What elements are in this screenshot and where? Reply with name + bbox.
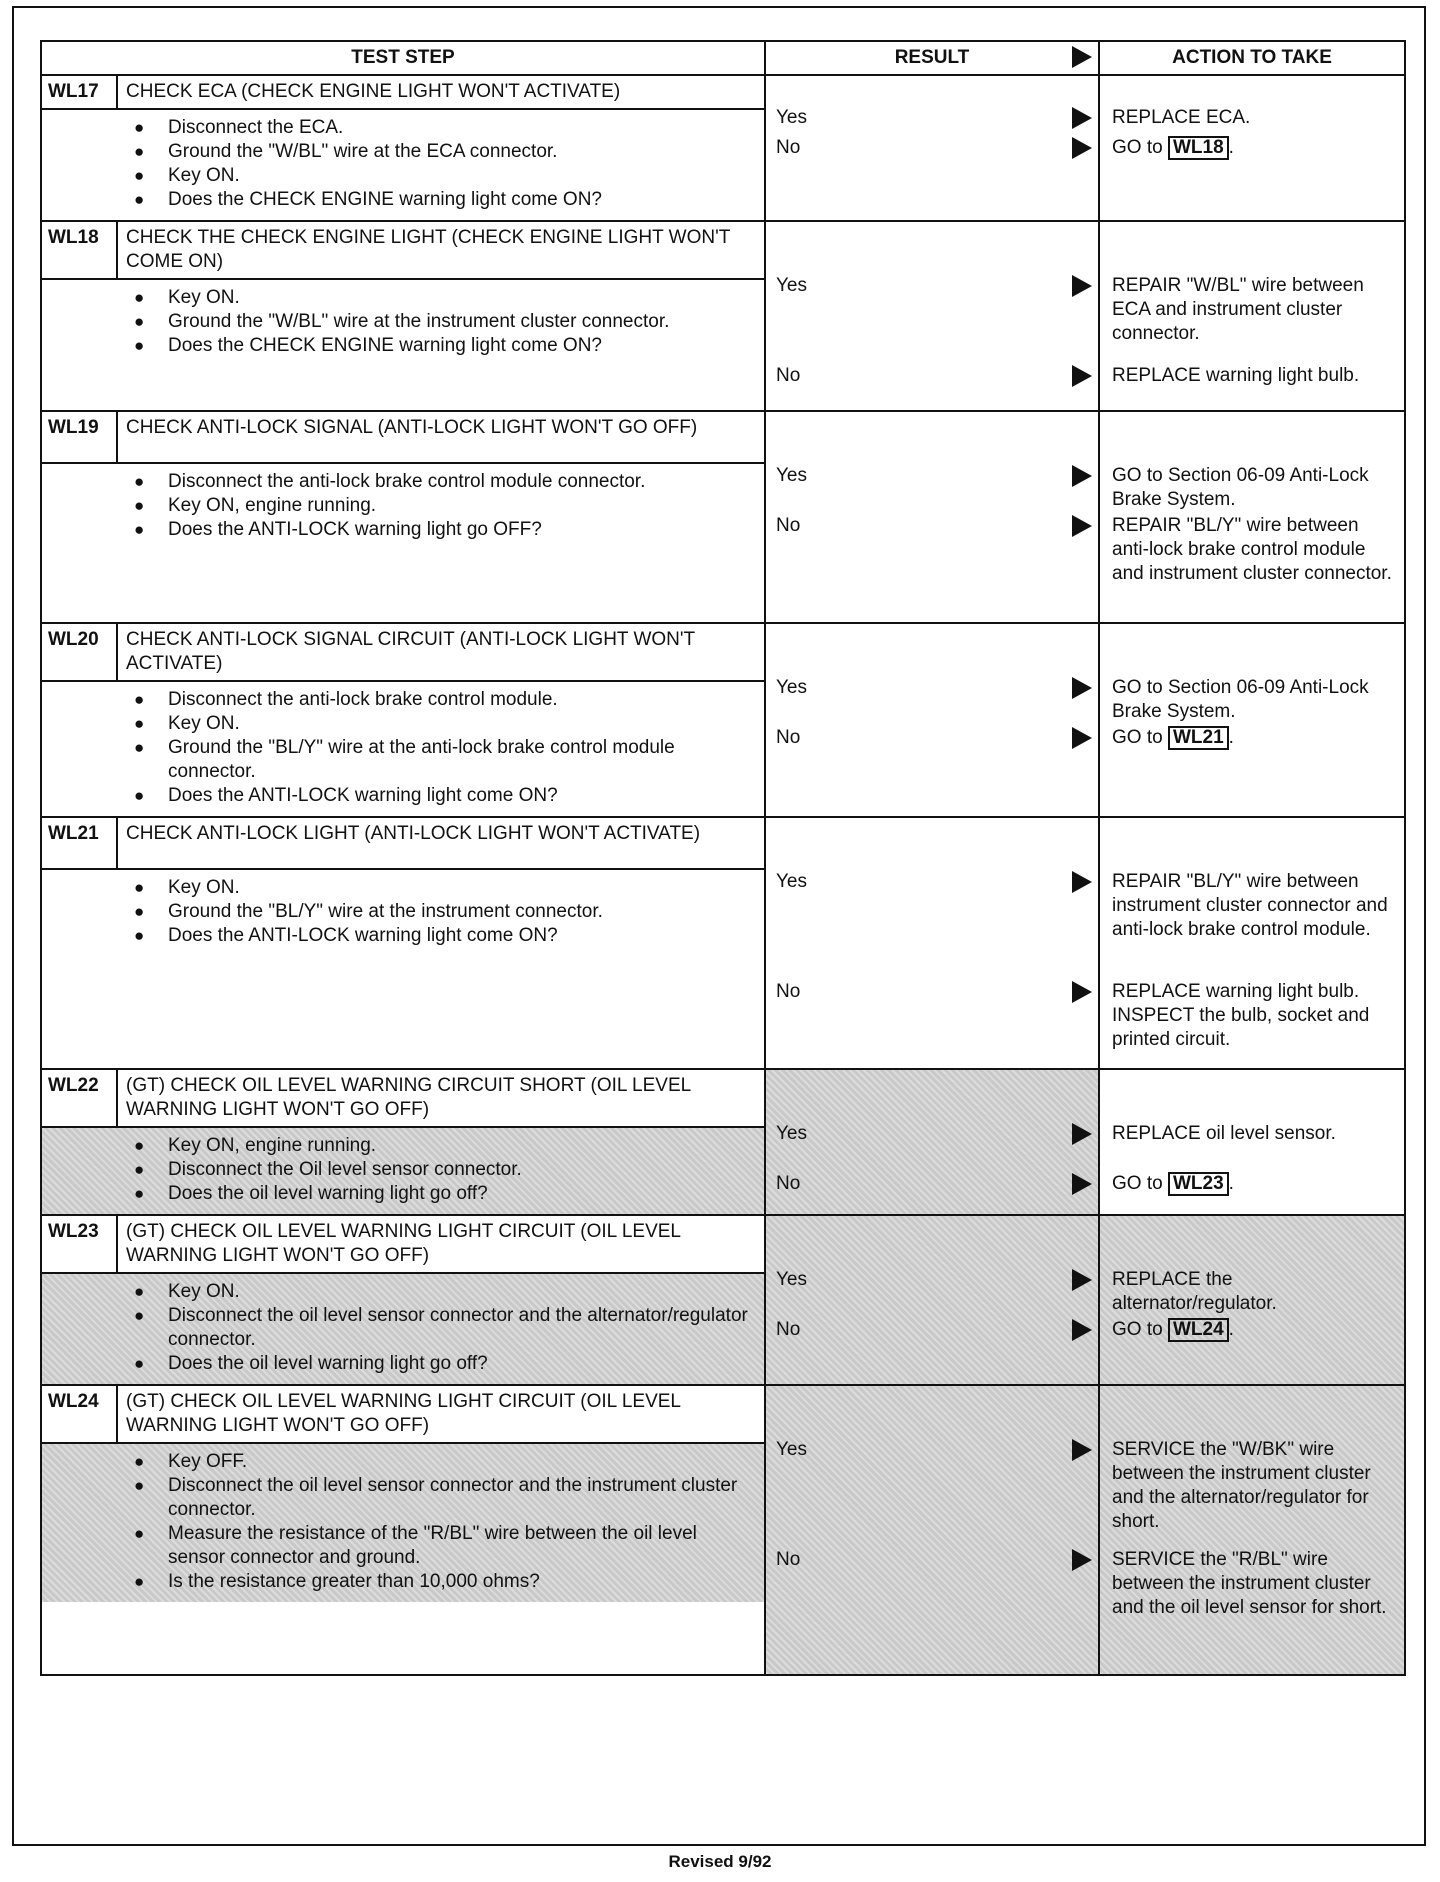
no-action-suffix: . bbox=[1228, 137, 1234, 158]
result-cell bbox=[765, 1215, 1099, 1385]
step-heading bbox=[42, 1070, 764, 1128]
result-cell bbox=[765, 817, 1099, 1069]
instruction-item: ● Ground the "BL/Y" wire at the anti-lock brake control module connector. bbox=[134, 736, 754, 784]
instruction-item: ● Ground the "W/BL" wire at the instrument cluster connector. bbox=[134, 310, 754, 334]
instruction-item: ● Ground the "BL/Y" wire at the instrument connector. bbox=[134, 900, 754, 924]
no-result-label: No bbox=[776, 515, 801, 536]
no-result-label: No bbox=[776, 365, 801, 386]
instruction-item: ● Does the ANTI-LOCK warning light come ON? bbox=[134, 784, 754, 808]
result-cell bbox=[765, 1385, 1099, 1675]
test-step-cell bbox=[41, 1215, 765, 1385]
instruction-item: ● Ground the "W/BL" wire at the ECA connector. bbox=[134, 140, 754, 164]
step-id: WL18 bbox=[42, 222, 118, 278]
yes-result bbox=[776, 464, 1098, 490]
no-action bbox=[1112, 1318, 1398, 1342]
yes-action: SERVICE the "W/BK" wire between the instrument cluster and the alternator/regulator for short. bbox=[1112, 1439, 1371, 1532]
yes-result bbox=[776, 1438, 1098, 1464]
instruction-item: ● Key ON. bbox=[134, 164, 754, 188]
yes-action: REPLACE oil level sensor. bbox=[1112, 1123, 1336, 1144]
no-result bbox=[776, 514, 1098, 540]
no-result bbox=[776, 980, 1098, 1006]
yes-result-label: Yes bbox=[776, 1123, 807, 1144]
step-title: CHECK ECA (CHECK ENGINE LIGHT WON'T ACTIVATE) bbox=[126, 81, 621, 102]
yes-result-label: Yes bbox=[776, 275, 807, 296]
result-cell bbox=[765, 1069, 1099, 1215]
no-result-label: No bbox=[776, 137, 801, 158]
step-title: (GT) CHECK OIL LEVEL WARNING LIGHT CIRCUIT (OIL LEVEL WARNING LIGHT WON'T GO OFF) bbox=[126, 1391, 681, 1436]
arrow-right-icon bbox=[1072, 275, 1092, 297]
test-step-row bbox=[41, 1215, 1405, 1385]
test-step-row bbox=[41, 75, 1405, 221]
arrow-right-icon bbox=[1072, 365, 1092, 387]
step-title: CHECK ANTI-LOCK LIGHT (ANTI-LOCK LIGHT WON'T ACTIVATE) bbox=[126, 823, 701, 844]
yes-result bbox=[776, 676, 1098, 702]
result-cell bbox=[765, 411, 1099, 623]
instruction-item: ● Does the oil level warning light go off? bbox=[134, 1352, 754, 1376]
yes-result-label: Yes bbox=[776, 1439, 807, 1460]
step-heading bbox=[42, 624, 764, 682]
test-step-cell bbox=[41, 75, 765, 221]
action-cell bbox=[1099, 817, 1405, 1069]
no-result-label: No bbox=[776, 981, 801, 1002]
test-step-cell bbox=[41, 411, 765, 623]
step-instructions bbox=[42, 682, 764, 816]
step-instructions bbox=[42, 464, 764, 550]
yes-action: REPLACE ECA. bbox=[1112, 107, 1251, 128]
yes-action: REPAIR "BL/Y" wire between instrument cluster connector and anti-lock brake control module. bbox=[1112, 871, 1388, 940]
step-id: WL17 bbox=[42, 76, 118, 108]
table-header-row bbox=[41, 41, 1405, 75]
instruction-item: ● Disconnect the anti-lock brake control module. bbox=[134, 688, 754, 712]
yes-action: REPAIR "W/BL" wire between ECA and instrument cluster connector. bbox=[1112, 275, 1364, 344]
step-instructions bbox=[42, 110, 764, 220]
step-heading bbox=[42, 412, 764, 464]
step-heading bbox=[42, 818, 764, 870]
instruction-item: ● Is the resistance greater than 10,000 ohms? bbox=[134, 1570, 754, 1594]
no-action-text: GO to bbox=[1112, 727, 1163, 748]
instruction-item: ● Key ON, engine running. bbox=[134, 494, 754, 518]
step-title: CHECK ANTI-LOCK SIGNAL CIRCUIT (ANTI-LOCK LIGHT WON'T ACTIVATE) bbox=[126, 629, 695, 674]
instruction-item: ● Key ON. bbox=[134, 712, 754, 736]
no-result-label: No bbox=[776, 1549, 801, 1570]
arrow-right-icon bbox=[1072, 677, 1092, 699]
step-reference-link[interactable]: WL24 bbox=[1168, 1318, 1229, 1342]
result-header bbox=[765, 41, 1099, 75]
arrow-right-icon bbox=[1072, 1173, 1092, 1195]
action-header: ACTION TO TAKE bbox=[1099, 41, 1405, 75]
arrow-right-icon bbox=[1072, 1319, 1092, 1341]
no-result bbox=[776, 136, 1098, 162]
yes-action: GO to Section 06-09 Anti-Lock Brake System. bbox=[1112, 677, 1369, 722]
action-cell bbox=[1099, 623, 1405, 817]
instruction-item: ● Disconnect the Oil level sensor connector. bbox=[134, 1158, 754, 1182]
no-result bbox=[776, 1548, 1098, 1574]
diagnostic-table bbox=[40, 40, 1406, 1676]
arrow-right-icon bbox=[1072, 1549, 1092, 1571]
test-step-row bbox=[41, 1069, 1405, 1215]
no-result-label: No bbox=[776, 727, 801, 748]
step-instructions bbox=[42, 1128, 764, 1214]
instruction-item: ● Key ON. bbox=[134, 286, 754, 310]
step-id: WL23 bbox=[42, 1216, 118, 1272]
yes-action: GO to Section 06-09 Anti-Lock Brake System. bbox=[1112, 465, 1369, 510]
no-action: REPAIR "BL/Y" wire between anti-lock brake control module and instrument cluster connector. bbox=[1112, 515, 1392, 584]
step-title: CHECK ANTI-LOCK SIGNAL (ANTI-LOCK LIGHT WON'T GO OFF) bbox=[126, 417, 698, 438]
instruction-item: ● Does the CHECK ENGINE warning light come ON? bbox=[134, 334, 754, 358]
step-reference-link[interactable]: WL18 bbox=[1168, 136, 1229, 160]
step-heading bbox=[42, 76, 764, 110]
test-step-row bbox=[41, 221, 1405, 411]
test-step-cell bbox=[41, 1385, 765, 1675]
no-result-label: No bbox=[776, 1319, 801, 1340]
no-result bbox=[776, 364, 1098, 390]
yes-result bbox=[776, 870, 1098, 896]
test-step-row bbox=[41, 817, 1405, 1069]
yes-result-label: Yes bbox=[776, 1269, 807, 1290]
instruction-item: ● Key OFF. bbox=[134, 1450, 754, 1474]
no-action-suffix: . bbox=[1228, 1173, 1234, 1194]
step-id: WL21 bbox=[42, 818, 118, 868]
action-cell bbox=[1099, 75, 1405, 221]
step-instructions bbox=[42, 280, 764, 366]
arrow-right-icon bbox=[1072, 137, 1092, 159]
no-action-text: GO to bbox=[1112, 137, 1163, 158]
yes-result-label: Yes bbox=[776, 871, 807, 892]
instruction-item: ● Disconnect the ECA. bbox=[134, 116, 754, 140]
yes-result-label: Yes bbox=[776, 465, 807, 486]
action-cell bbox=[1099, 221, 1405, 411]
no-action-suffix: . bbox=[1228, 1319, 1234, 1340]
test-step-cell bbox=[41, 1069, 765, 1215]
test-step-row bbox=[41, 411, 1405, 623]
yes-result bbox=[776, 1122, 1098, 1148]
result-cell bbox=[765, 623, 1099, 817]
no-result-label: No bbox=[776, 1173, 801, 1194]
no-action: REPLACE warning light bulb. INSPECT the bulb, socket and printed circuit. bbox=[1112, 981, 1370, 1050]
instruction-item: ● Key ON. bbox=[134, 1280, 754, 1304]
yes-result bbox=[776, 106, 1098, 132]
step-id: WL19 bbox=[42, 412, 118, 462]
step-title: (GT) CHECK OIL LEVEL WARNING CIRCUIT SHORT (OIL LEVEL WARNING LIGHT WON'T GO OFF) bbox=[126, 1075, 691, 1120]
result-cell bbox=[765, 221, 1099, 411]
yes-result bbox=[776, 1268, 1098, 1294]
step-reference-link[interactable]: WL21 bbox=[1168, 726, 1229, 750]
arrow-right-icon bbox=[1072, 871, 1092, 893]
test-step-row bbox=[41, 623, 1405, 817]
no-result bbox=[776, 726, 1098, 752]
no-action-suffix: . bbox=[1228, 727, 1234, 748]
test-step-row bbox=[41, 1385, 1405, 1675]
test-step-cell bbox=[41, 221, 765, 411]
step-reference-link[interactable]: WL23 bbox=[1168, 1172, 1229, 1196]
arrow-right-icon bbox=[1072, 465, 1092, 487]
no-action-text: GO to bbox=[1112, 1173, 1163, 1194]
result-header-label: RESULT bbox=[894, 47, 970, 68]
test-step-cell bbox=[41, 817, 765, 1069]
arrow-right-icon bbox=[1072, 981, 1092, 1003]
action-cell bbox=[1099, 1215, 1405, 1385]
test-step-cell bbox=[41, 623, 765, 817]
instruction-item: ● Measure the resistance of the "R/BL" wire between the oil level sensor connector and ground. bbox=[134, 1522, 754, 1570]
step-heading bbox=[42, 222, 764, 280]
action-cell bbox=[1099, 411, 1405, 623]
instruction-item: ● Key ON, engine running. bbox=[134, 1134, 754, 1158]
step-title: CHECK THE CHECK ENGINE LIGHT (CHECK ENGINE LIGHT WON'T COME ON) bbox=[126, 227, 730, 272]
instruction-item: ● Disconnect the anti-lock brake control module connector. bbox=[134, 470, 754, 494]
arrow-right-icon bbox=[1072, 1439, 1092, 1461]
action-cell bbox=[1099, 1385, 1405, 1675]
no-action bbox=[1112, 726, 1398, 750]
instruction-item: ● Does the CHECK ENGINE warning light come ON? bbox=[134, 188, 754, 212]
instruction-item: ● Does the ANTI-LOCK warning light go OFF? bbox=[134, 518, 754, 542]
arrow-right-icon bbox=[1072, 107, 1092, 129]
step-instructions bbox=[42, 870, 764, 956]
step-instructions bbox=[42, 1444, 764, 1602]
result-cell bbox=[765, 75, 1099, 221]
arrow-right-icon bbox=[1072, 1269, 1092, 1291]
no-action: REPLACE warning light bulb. bbox=[1112, 365, 1360, 386]
step-heading bbox=[42, 1386, 764, 1444]
yes-action: REPLACE the alternator/regulator. bbox=[1112, 1269, 1277, 1314]
arrow-right-icon bbox=[1072, 46, 1092, 68]
revision-footer: Revised 9/92 bbox=[668, 1852, 772, 1871]
action-cell bbox=[1099, 1069, 1405, 1215]
step-id: WL20 bbox=[42, 624, 118, 680]
arrow-right-icon bbox=[1072, 1123, 1092, 1145]
instruction-item: ● Does the ANTI-LOCK warning light come ON? bbox=[134, 924, 754, 948]
no-action-text: GO to bbox=[1112, 1319, 1163, 1340]
instruction-item: ● Does the oil level warning light go off? bbox=[134, 1182, 754, 1206]
yes-result-label: Yes bbox=[776, 677, 807, 698]
step-id: WL22 bbox=[42, 1070, 118, 1126]
arrow-right-icon bbox=[1072, 515, 1092, 537]
instruction-item: ● Disconnect the oil level sensor connector and the alternator/regulator connector. bbox=[134, 1304, 754, 1352]
no-action bbox=[1112, 136, 1398, 160]
no-action bbox=[1112, 1172, 1398, 1196]
yes-result bbox=[776, 274, 1098, 300]
no-result bbox=[776, 1318, 1098, 1344]
step-instructions bbox=[42, 1274, 764, 1384]
step-title: (GT) CHECK OIL LEVEL WARNING LIGHT CIRCUIT (OIL LEVEL WARNING LIGHT WON'T GO OFF) bbox=[126, 1221, 681, 1266]
step-heading bbox=[42, 1216, 764, 1274]
no-action: SERVICE the "R/BL" wire between the instrument cluster and the oil level sensor for short. bbox=[1112, 1549, 1387, 1618]
arrow-right-icon bbox=[1072, 727, 1092, 749]
instruction-item: ● Disconnect the oil level sensor connector and the instrument cluster connector. bbox=[134, 1474, 754, 1522]
no-result bbox=[776, 1172, 1098, 1198]
yes-result-label: Yes bbox=[776, 107, 807, 128]
test-step-header: TEST STEP bbox=[41, 41, 765, 75]
step-id: WL24 bbox=[42, 1386, 118, 1442]
instruction-item: ● Key ON. bbox=[134, 876, 754, 900]
